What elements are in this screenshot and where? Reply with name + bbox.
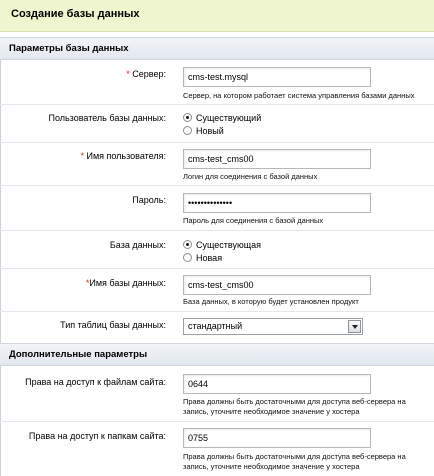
section-title: Параметры базы данных — [9, 43, 129, 54]
table-type-select[interactable] — [183, 318, 363, 335]
password-hint: Пароль для соединения с базой данных — [183, 216, 324, 225]
folder-perms-input[interactable] — [183, 428, 371, 448]
section-title: Дополнительные параметры — [9, 349, 148, 360]
section-header-extra-params — [0, 343, 434, 366]
folder-perms-hint: Права должны быть достаточными для доступа веб-сервера на запись, уточните необходимое значение у хостера — [183, 452, 406, 471]
folder-perms-label: Права на доступ к папкам сайта: — [28, 431, 166, 441]
password-input[interactable] — [183, 193, 371, 213]
database-label: База данных: — [109, 240, 166, 250]
page-title: Создание базы данных — [11, 8, 140, 20]
row-divider — [0, 311, 434, 312]
db-user-label: Пользователь базы данных: — [48, 113, 166, 123]
row-divider — [0, 421, 434, 422]
radio-existing-db[interactable]: Существующая — [183, 240, 261, 252]
server-label: * Сервер: — [126, 69, 166, 79]
radio-new-user[interactable]: Новый — [183, 126, 224, 138]
username-label: * Имя пользователя: — [80, 151, 166, 161]
db-name-input[interactable] — [183, 275, 371, 295]
table-type-value: стандартный — [188, 321, 243, 331]
password-label: Пароль: — [132, 195, 166, 205]
file-perms-input[interactable] — [183, 374, 371, 394]
db-name-label: *Имя базы данных: — [85, 278, 166, 288]
username-hint: Логин для соединения с базой данных — [183, 172, 318, 181]
row-divider — [0, 185, 434, 186]
radio-new-db[interactable]: Новая — [183, 253, 222, 265]
row-divider — [0, 268, 434, 269]
table-type-label: Тип таблиц базы данных: — [60, 320, 166, 330]
radio-selected-icon — [183, 113, 192, 122]
server-input[interactable] — [183, 67, 371, 87]
radio-empty-icon — [183, 253, 192, 262]
radio-selected-icon — [183, 240, 192, 249]
file-perms-hint: Права должны быть достаточными для доступа веб-сервера на запись, уточните необходимое значение у хостера — [183, 397, 406, 416]
db-name-hint: База данных, в которую будет установлен продукт — [183, 297, 359, 306]
required-mark: * — [126, 69, 130, 79]
page-header — [0, 0, 434, 32]
server-hint: Сервер, на котором работает система управления базами данных — [183, 91, 415, 100]
chevron-down-icon[interactable] — [348, 320, 361, 333]
row-divider — [0, 230, 434, 231]
radio-empty-icon — [183, 126, 192, 135]
file-perms-label: Права на доступ к файлам сайта: — [25, 377, 166, 387]
row-divider — [0, 142, 434, 143]
radio-existing-user[interactable]: Существующий — [183, 113, 261, 125]
row-divider — [0, 104, 434, 105]
username-input[interactable] — [183, 149, 371, 169]
section-header-db-params — [0, 37, 434, 60]
